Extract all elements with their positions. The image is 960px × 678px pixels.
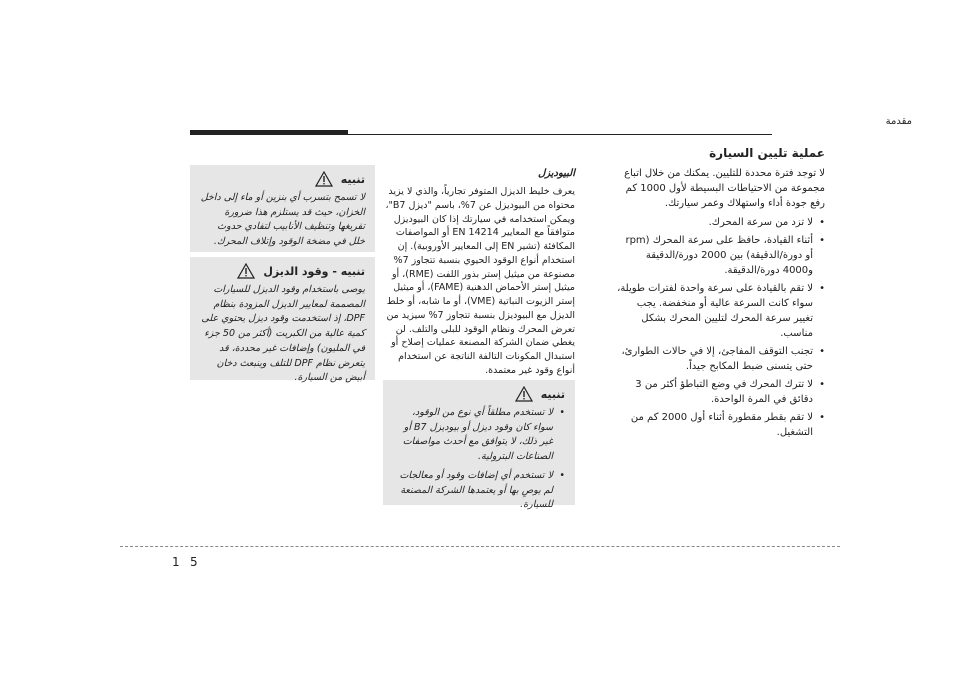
section-break-in: [615, 146, 825, 443]
warning-icon: [515, 386, 533, 402]
section-biodiesel: [385, 168, 575, 382]
caution-head: [200, 263, 365, 279]
page-number: 5: [190, 555, 198, 569]
list-item: • أثناء القيادة، حافظ على سرعة المحرك (rpm أو دورة/الدقيقة) بين 2000 دورة/الدقيقة و4000 دورة/الدقيقة.: [615, 233, 825, 278]
caution-box-diesel: [190, 257, 375, 384]
list-item: • لا تزد من سرعة المحرك.: [615, 215, 825, 230]
footer-divider: [120, 546, 840, 547]
header-rule-thick: [190, 130, 348, 135]
list-item: • لا تترك المحرك في وضع التباطؤ أكثر من 3 دقائق في المرة الواحدة.: [615, 377, 825, 407]
biodiesel-text: يعرف خليط الديزل المتوفر تجارياً، والذي لا يزيد محتواه من البيوديزل عن 7%، باسم "ديزل B7"، ويمكن استخدامه في سيارتك إذا كان البيوديزل متوافقاً مع المعايير EN 14214 أو المواصفات المكافئة (تشير EN إلى المعايير الأوروبية). إن استخدام أنواع الوقود الحيوي بنسبة تتجاوز 7% مصنوعة من ميثيل إستر بذور اللفت (RME)، أو ميثيل إستر الأحماض الدهنية (FAME)، أو ميثيل إستر الزيوت النباتية (VME)، أو ما شابه، أو خلط الديزل مع البيوديزل بنسبة تتجاوز 7% سيزيد من تعرض المحرك ونظام الوقود للبلى والتلف. لن يغطي ضمان الشركة المصنعة عمليات إصلاح أو استبدال المكونات التالفة الناتجة عن استخدام أنواع وقود غير معتمدة.: [385, 186, 575, 376]
warning-icon: [315, 171, 333, 187]
caution-text: يوصى باستخدام وقود الديزل للسيارات المصممة لمعايير الديزل المزودة بنظام DPF، إذ استخدمت وقود ديزل يحتوي على كمية عالية من الكبريت (أكثر من 50 جزء في المليون) وإضافات غير محددة، قد يتعرض نظام DPF للتلف وينبعث دخان أبيض من السيارة.: [201, 284, 365, 384]
section-title-break-in: عملية تليين السيارة: [709, 146, 825, 160]
warning-icon: [237, 263, 255, 279]
header-rule-thin: [348, 134, 772, 135]
caution-text: لا تسمح بتسرب أي بنزين أو ماء إلى داخل الخزان، حيث قد يستلزم هذا ضرورة تفريغها وتنظيف الأنابيب لتفادي حدوث خلل في مضخة الوقود وإتلاف المحرك.: [200, 192, 365, 248]
caution-head: [393, 386, 565, 402]
list-item: • لا تقم بقطر مقطورة أثناء أول 2000 كم من التشغيل.: [615, 410, 825, 440]
caution-box-fuel-spec: [383, 380, 575, 511]
caution-title: تنبيه - وقود الديزل: [263, 264, 365, 278]
break-in-list: [615, 215, 825, 440]
list-item: • لا تستخدم مطلقاً أي نوع من الوقود، سواء كان وقود ديزل أو بيوديزل B7 أو غير ذلك، لا يتوافق مع أحدث مواصفات الصناعات البترولية.: [393, 406, 565, 465]
header-title: مقدمة: [885, 116, 912, 127]
caution-list: [393, 406, 565, 513]
caution-box-water: [190, 165, 375, 252]
list-item: • لا تقم بالقيادة على سرعة واحدة لفترات طويلة، سواء كانت السرعة عالية أو منخفضة. يجب تغيير سرعة المحرك لتليين المحرك بشكل مناسب.: [615, 281, 825, 341]
break-in-intro: لا توجد فترة محددة للتليين. يمكنك من خلال اتباع مجموعة من الاحتياطات البسيطة لأول 1000 كم رفع جودة أداء واستهلاك وعمر سيارتك.: [624, 168, 825, 209]
list-item: • تجنب التوقف المفاجئ، إلا في حالات الطوارئ، حتى يتسنى ضبط المكابح جيداً.: [615, 344, 825, 374]
caution-title: تنبيه: [540, 387, 565, 401]
caution-head: [200, 171, 365, 187]
page-number-section: 1: [172, 555, 180, 569]
section-title-biodiesel: البيوديزل: [537, 168, 575, 179]
list-item: • لا تستخدم أي إضافات وقود أو معالجات لم يوصِ بها أو يعتمدها الشركة المصنعة للسيارة.: [393, 469, 565, 513]
caution-title: تنبيه: [340, 172, 365, 186]
